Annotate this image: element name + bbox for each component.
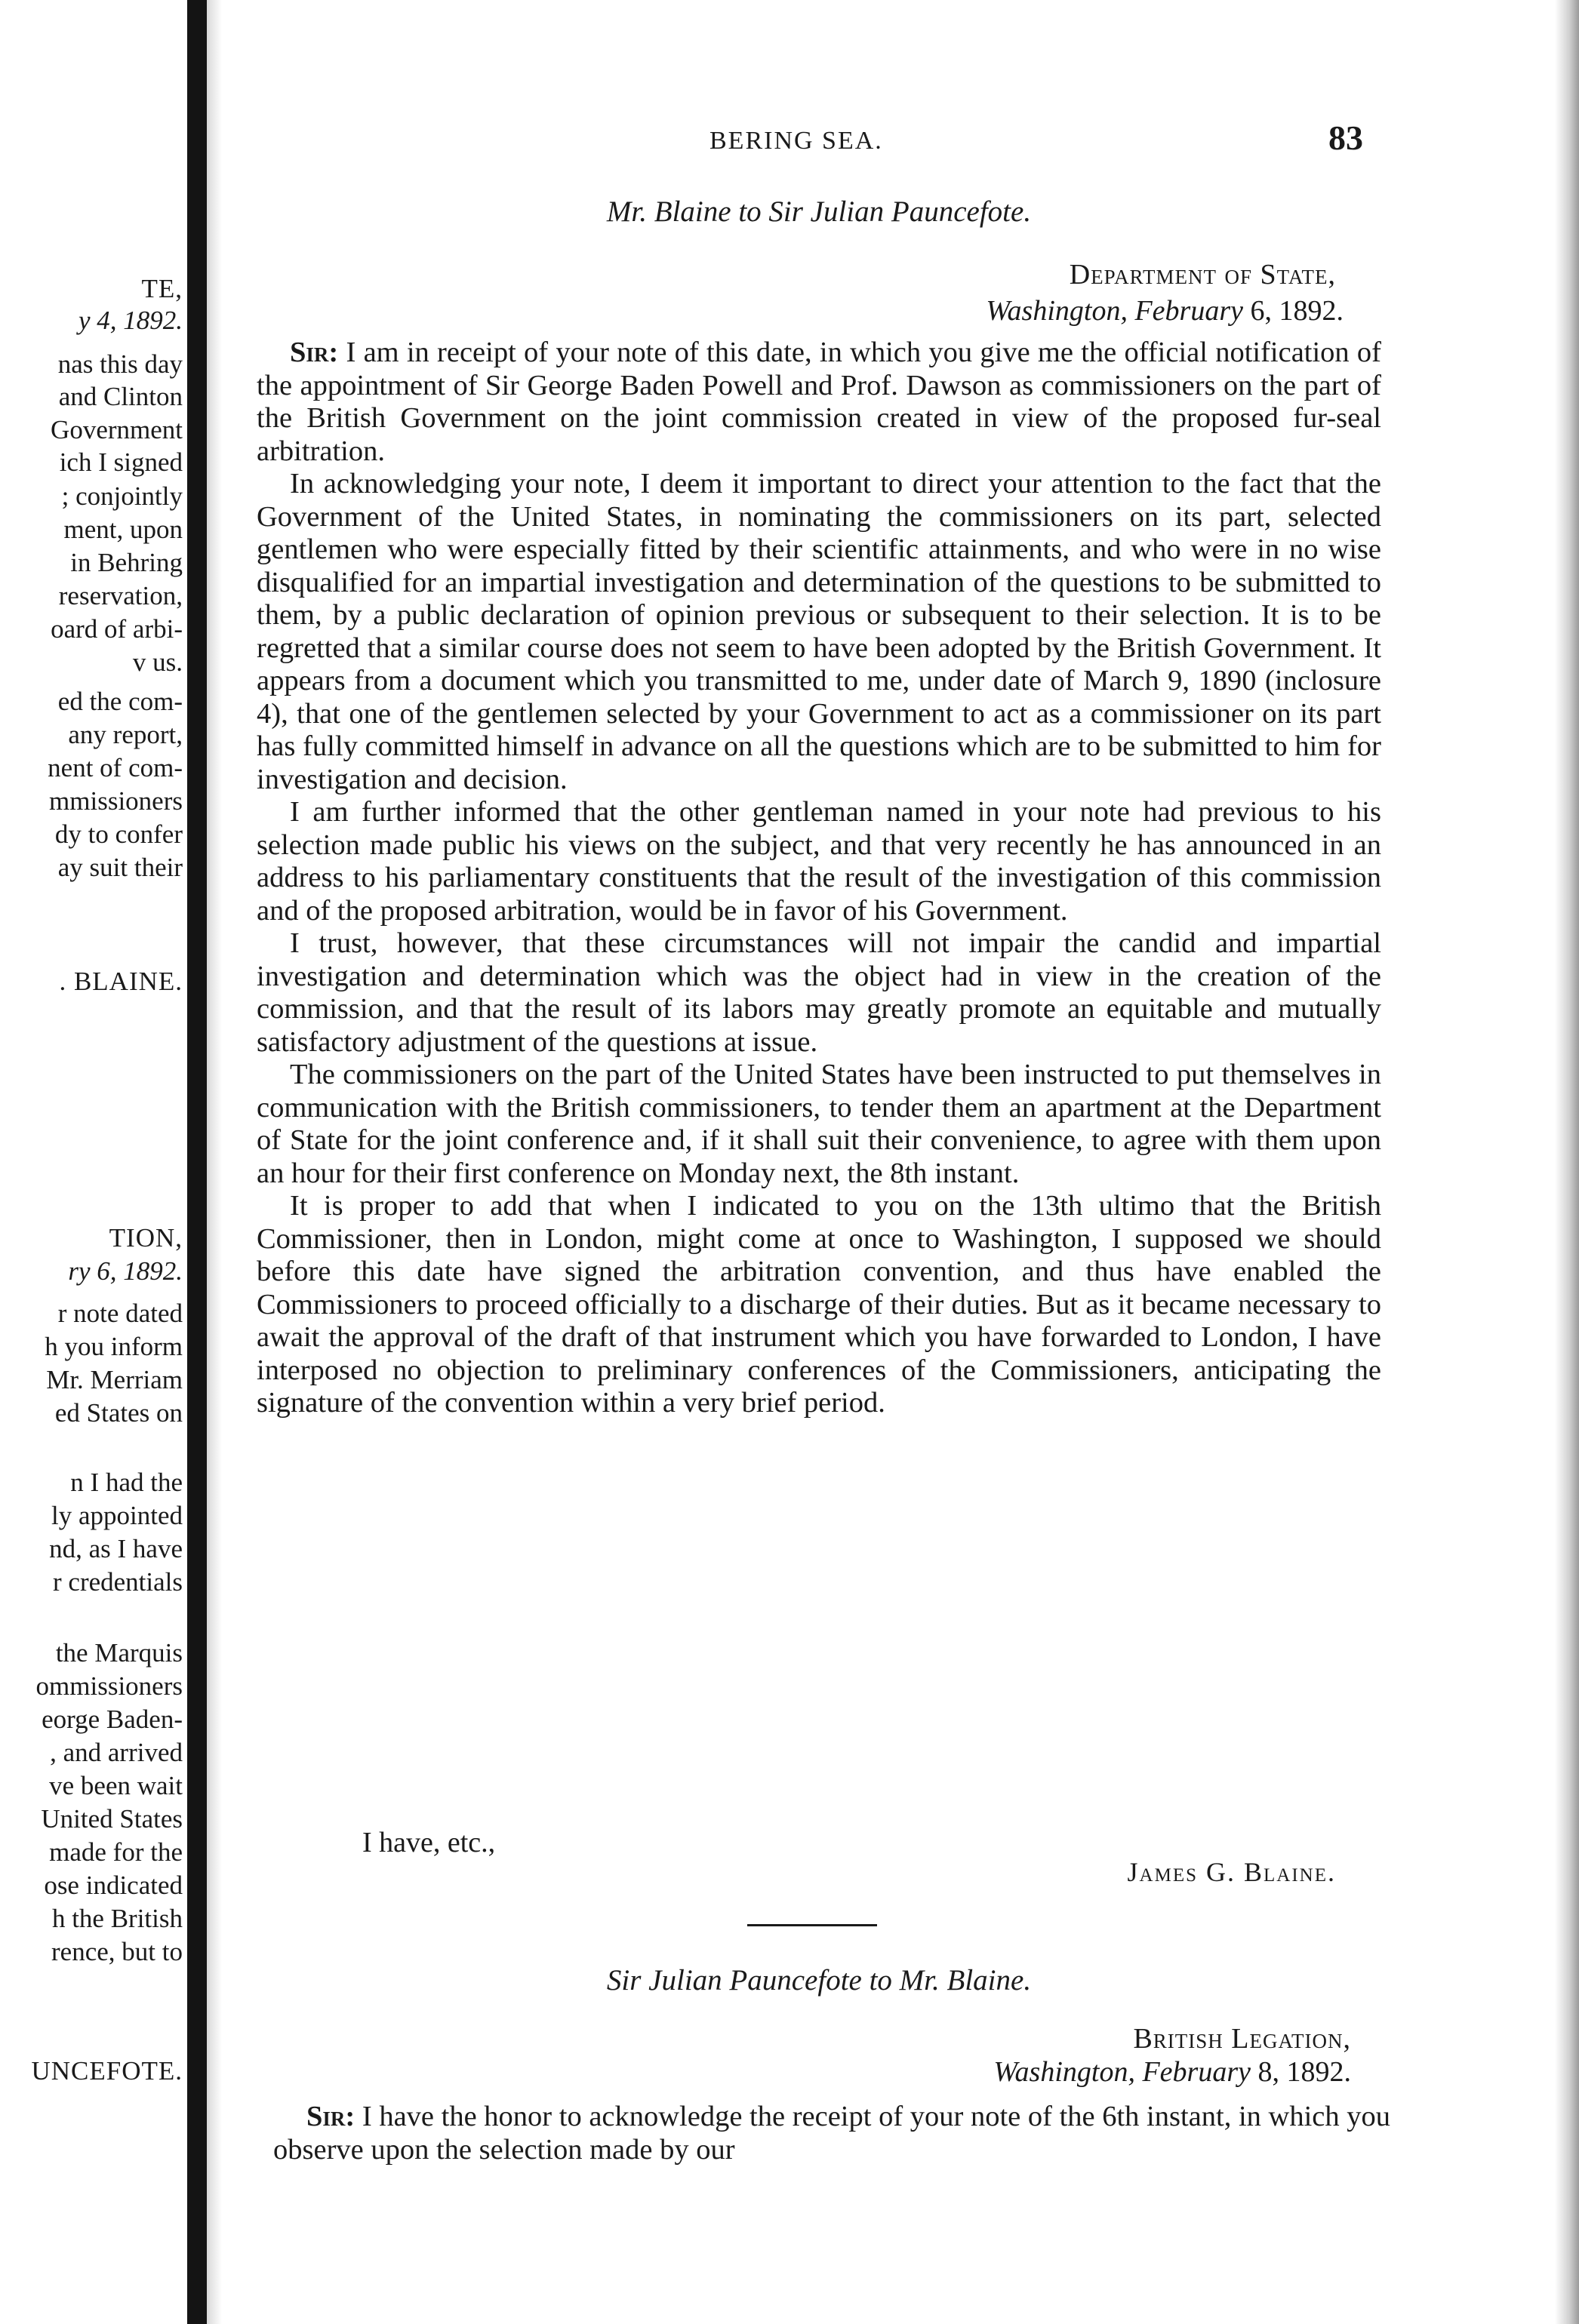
dateline-office: Department of State, (1069, 259, 1336, 290)
left-line: ose indicated (44, 1871, 183, 1900)
left-facing-page (0, 0, 187, 2324)
page-gutter (207, 0, 222, 2324)
dateline-month: February (1134, 295, 1243, 327)
left-line: eorge Baden- (42, 1705, 183, 1734)
left-line: TE, (141, 274, 183, 303)
left-line: UNCEFOTE. (31, 2056, 183, 2086)
letter-heading: Mr. Blaine to Sir Julian Pauncefote. (606, 195, 1032, 228)
left-line: Mr. Merriam (46, 1365, 183, 1394)
left-line: ry 6, 1892. (68, 1256, 183, 1286)
left-line: oard of arbi- (51, 614, 183, 644)
dateline-date (672, 2055, 1351, 2089)
left-line: and Clinton (58, 382, 183, 411)
paragraph (273, 2101, 1390, 2166)
left-line: ; conjointly (61, 481, 183, 511)
left-line: ommissioners (35, 1671, 183, 1701)
left-line: ed States on (54, 1398, 183, 1428)
left-line: any report, (68, 720, 183, 749)
dateline-place: Washington, (986, 295, 1128, 327)
salutation: Sir: (290, 337, 339, 368)
paragraph (257, 337, 1381, 468)
left-line: r credentials (53, 1567, 183, 1597)
left-line: United States (41, 1804, 183, 1834)
left-line: ay suit their (57, 853, 183, 882)
dateline-day-year: 6, 1892. (1250, 295, 1344, 327)
paragraph: I am further informed that the other gentleman named in your note had previous to his selection made public his views on the subject, and that very recently he has announced in an address to his parliamentary constituents that the result of the investigation of this commission and of the proposed arbitration, would be in favor of his Government. (257, 796, 1381, 927)
left-line: nas this day (57, 349, 183, 379)
left-line: TION, (109, 1223, 183, 1253)
dateline-day-year: 8, 1892. (1257, 2056, 1351, 2088)
dateline-date (664, 294, 1344, 327)
left-line: ed the com- (57, 687, 183, 716)
paragraph-text: I have the honor to acknowledge the receipt of your note of the 6th instant, in which you observe upon the selection made by our (273, 2101, 1391, 2166)
closing: I have, etc., (362, 1827, 496, 1858)
salutation: Sir: (306, 2101, 356, 2132)
page-edge (1555, 0, 1579, 2324)
paragraph: In acknowledging your note, I deem it important to direct your attention to the fact that the Government of the United States, in nominating the commissioners on its part, selected gentlemen who were especially fitted by their scientific attainments, and who were in no wise disqualified for an impartial investigation and determination of the questions to be submitted to them, by a public declaration of opinion previous or subsequent to their selection. It is to be regretted that a similar course does not seem to have been adopted by the British Government. It appears from a document which you transmitted to me, under date of March 9, 1890 (inclosure 4), that one of the gentlemen selected by your Government to act as a commissioner on its part has fully committed himself in advance on all the questions which are to be submitted to him for investigation and decision. (257, 468, 1381, 795)
left-line: mmissioners (49, 786, 183, 816)
left-line: , and arrived (50, 1738, 183, 1767)
left-line: made for the (49, 1837, 183, 1867)
left-line: nd, as I have (49, 1534, 183, 1563)
left-line: nent of com- (48, 753, 183, 782)
paragraph: The commissioners on the part of the United States have been instructed to put themselves in communication with the British commissioners, to tender them an apartment at the Department of State for the joint conference and, if it shall suit their convenience, to agree with them upon an hour for their first conference on Monday next, the 8th instant. (257, 1059, 1381, 1189)
left-line: h you inform (45, 1332, 183, 1361)
left-line: reservation, (58, 581, 183, 610)
dateline-month: February (1142, 2056, 1251, 2088)
left-line: rence, but to (51, 1937, 183, 1966)
signature: James G. Blaine. (1127, 1857, 1336, 1887)
left-line: r note dated (57, 1299, 183, 1328)
dateline-place: Washington, (993, 2056, 1135, 2088)
left-line: h the British (51, 1904, 183, 1933)
book-binding (187, 0, 207, 2324)
left-line: in Behring (70, 548, 183, 577)
left-line: Government (51, 415, 183, 444)
left-line: ly appointed (51, 1501, 183, 1530)
left-line: n I had the (70, 1468, 183, 1497)
paragraph: I trust, however, that these circumstances will not impair the candid and impartial investigation and determination which was the object had in view in the creation of the commission, and that the result of its labors may greatly promote an equitable and mutually satisfactory adjustment of the questions at issue. (257, 927, 1381, 1058)
paragraph: It is proper to add that when I indicated to you on the 13th ultimo that the British Commissioner, then in London, might come at once to Washington, I supposed we should before this date have signed the arbitration convention, and thus have enabled the Commissioners to proceed officially to a discharge of their duties. But as it became necessary to await the approval of the draft of that instrument which you have forwarded to London, I have interposed no objection to preliminary conferences of the Commissioners, anticipating the signature of the convention within a very brief period. (257, 1190, 1381, 1419)
left-line: ich I signed (59, 447, 183, 477)
left-line: . BLAINE. (59, 967, 183, 996)
left-line: dy to confer (54, 819, 183, 849)
running-head: BERING SEA. (709, 127, 883, 155)
letter-heading: Sir Julian Pauncefote to Mr. Blaine. (606, 1964, 1032, 1997)
left-line: ment, upon (63, 515, 183, 544)
letter-body (273, 2101, 1390, 2166)
left-line: y 4, 1892. (78, 306, 183, 335)
left-line: v us. (132, 647, 183, 677)
paragraph-text: I am in receipt of your note of this date, in which you give me the official notification of the appointment of Sir George Baden Powell and Prof. Dawson as commissioners on the part of the British Government on the joint commission created in view of the proposed fur-seal arbitration. (257, 337, 1381, 467)
left-line: ve been wait (49, 1771, 183, 1800)
dateline-office: British Legation, (1133, 2023, 1351, 2055)
left-line: the Marquis (55, 1638, 183, 1668)
page-number: 83 (1328, 118, 1363, 157)
letter-body (257, 337, 1381, 1420)
section-divider (747, 1924, 877, 1926)
